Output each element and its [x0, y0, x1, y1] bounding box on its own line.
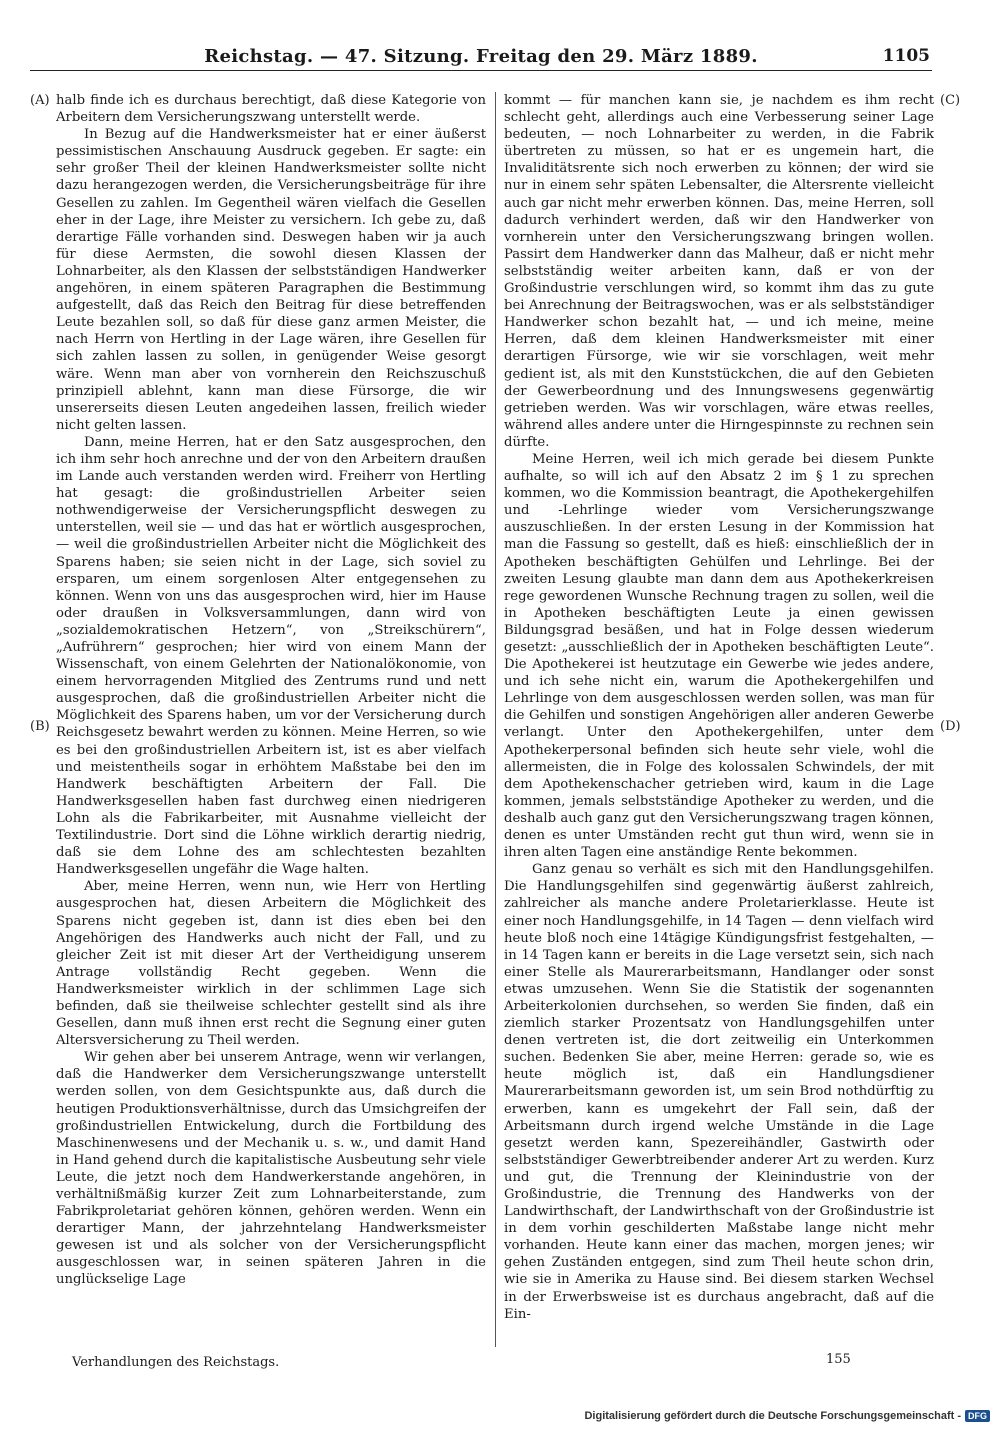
paragraph: kommt — für manchen kann sie, je nachdem es ihm recht schlecht geht, allerdings auch eine Verbesserung seiner Lage bedeuten, — noch Lohnarbeiter zu werden, in die Fabrik übertreten zu müssen, so hat er es ungemein hart, die Invaliditätsrente sich noch erwerben zu können; der wird sie nur in einem sehr späten Lebensalter, die Altersrente vielleicht auch gar nicht mehr erwerben können. Das, meine Herren, soll dadurch verhindert werden, daß wir den Handwerker von vornherein unter den Versicherungszwang bringen wollen. Passirt dem Handwerker dann das Malheur, daß er nicht mehr selbstständig weiter arbeiten kann, daß er von der Großindustrie verschlungen wird, so kommt ihm das zu gute bei Anrechnung der Beitragswochen, was er als selbstständiger Handwerker schon bezahlt hat, — und ich meine, meine Herren, daß dem kleinen Handwerksmeister mit einer derartigen Fürsorge, wie wir sie vorschlagen, weit mehr gedient ist, als mit den Kunststückchen, die auf den Gebieten der Gewerbeordnung und des Innungswesens gegenwärtig getrieben werden. Was wir vorschlagen, wäre etwas reelles, während alles andere unter die Hirngespinnste zu rechnen sein dürfte. [504, 93, 934, 450]
margin-marker-c: (C) [940, 93, 961, 108]
sheet-signature: 155 [826, 1352, 851, 1367]
margin-marker-d: (D) [940, 719, 961, 734]
paragraph: Ganz genau so verhält es sich mit den Handlungsgehilfen. Die Handlungsgehilfen sind gegenwärtig äußerst zahlreich, zahlreicher als manche andere Proletarierklasse. Heute ist einer noch Handlungsgehilfe, in 14 Tagen — denn vielfach wird heute bloß noch eine 14tägige Kündigungsfrist festgehalten, — in 14 Tagen kann er bereits in die Lage versetzt sein, sich nach einer Stelle als Maurerarbeitsmann, Handlanger oder sonst etwas umzusehen. Wenn Sie die Statistik der sogenannten Arbeiterkolonien durchsehen, so werden Sie finden, daß ein ziemlich starker Prozentsatz von Handlungsgehilfen unter denen vertreten ist, die dort zeitweilig ein Unterkommen suchen. Bedenken Sie aber, meine Herren: gerade so, wie es heute möglich ist, daß ein Handlungsdiener Maurerarbeitsmann geworden ist, um sein Brod nothdürftig zu erwerben, kann es umgekehrt der Fall sein, daß der Arbeitsmann durch irgend welche Umstände in die Lage gesetzt werden kann, Spezereihändler, Gastwirth oder selbstständiger Gewerbtreibender anderer Art zu werden. Kurz und gut, die Trennung der Kleinindustrie von der Großindustrie, die Trennung des Handwerks von der Landwirthschaft, der Landwirthschaft von der Großindustrie ist in dem vorhin geschilderten Maßstabe lange nicht mehr vorhanden. Heute kann einer das machen, morgen jenes; wir gehen Zuständen entgegen, sind zum Theil heute schon drin, wie sie in Amerika zu Hause sind. Bei diesem starken Wechsel in der Erwerbsweise ist es durchaus angebracht, daß auf die Ein- [504, 862, 934, 1322]
column-divider [495, 92, 496, 1347]
paragraph: Meine Herren, weil ich mich gerade bei diesem Punkte aufhalte, so will ich auf den Absatz 2 im § 1 zu sprechen kommen, wo die Kommission beantragt, die Apothekergehilfen und -Lehrlinge wieder vom Versicherungszwange auszuschließen. In der ersten Lesung in der Kommission hat man die Fassung so gestellt, daß es hieß: einschließlich der in Apotheken beschäftigten Gehülfen und Lehrlinge. Bei der zweiten Lesung glaubte man dann dem aus Apothekerkreisen rege gewordenen Wunsche Rechnung tragen zu sollen, weil die in Apotheken beschäftigten Leute ja einen gewissen Bildungsgrad besäßen, und hat in Folge dessen wiederum gesetzt: „ausschließlich der in Apotheken beschäftigten Leute“. Die Apothekerei ist heutzutage ein Gewerbe wie jedes andere, und ich sehe nicht ein, warum die Apothekergehilfen und Lehrlinge von dem ausgeschlossen werden sollen, was man für die Gehilfen und sonstigen Angehörigen aller anderen Gewerbe verlangt. Unter den Apothekergehilfen, unter dem Apothekerpersonal befinden sich heute sehr viele, wohl die allermeisten, die in Folge des kolossalen Schwindels, der mit dem Apothekenschacher getrieben wird, kaum in die Lage kommen, jemals selbstständige Apotheker zu werden, und die deshalb auch ganz gut den Versicherungszwang tragen können, denen es unter Umständen recht gut thun wird, wenn sie in ihren alten Tagen eine anständige Rente bekommen. [504, 451, 934, 861]
margin-marker-b: (B) [30, 719, 50, 734]
margin-marker-a: (A) [30, 93, 50, 108]
digitization-text: Digitalisierung gefördert durch die Deutsche Forschungsgemeinschaft - [584, 1410, 961, 1422]
left-column [56, 92, 486, 1347]
paragraph: halb finde ich es durchaus berechtigt, daß diese Kategorie von Arbeitern dem Versicherungszwang unterstellt werde. [56, 93, 486, 126]
paragraph: In Bezug auf die Handwerksmeister hat er einer äußerst pessimistischen Anschauung Ausdruck gegeben. Er sagte: ein sehr großer Theil der kleinen Handwerksmeister sollte nicht dazu herangezogen werden, die Versicherungsbeiträge für ihre Gesellen zu zahlen. Im Gegentheil wären vielfach die Gesellen eher in der Lage, ihre Meister zu versichern. Ich gebe zu, daß derartige Fälle vorhanden sind. Deswegen haben wir ja auch für diese Aermsten, die sowohl diesen Klassen der Lohnarbeiter, als den Klassen der selbstständigen Handwerker angehören, in einem späteren Paragraphen die Bestimmung aufgestellt, daß das Reich den Beitrag für diese betreffenden Leute bezahlen soll, so daß für diese ganz armen Meister, die nach Herrn von Hertling in der Lage wären, ihre Gesellen für sich zahlen lassen zu sollen, in genügender Weise gesorgt wäre. Wenn man aber von vornherein den Reichszuschuß prinzipiell ablehnt, kann man diese Fürsorge, die wir unsererseits diesen Leuten angedeihen lassen, freilich wieder nicht gelten lassen. [56, 127, 486, 433]
right-column [504, 92, 934, 1347]
dfg-logo-icon: DFG [965, 1410, 990, 1422]
header-title: Reichstag. — 47. Sitzung. Freitag den 29. März 1889. [204, 46, 758, 67]
footer-source: Verhandlungen des Reichstags. [72, 1355, 280, 1370]
paragraph: Dann, meine Herren, hat er den Satz ausgesprochen, den ich ihm sehr hoch anrechne und der von den Arbeitern draußen im Lande auch verstanden werden wird. Freiherr von Hertling hat gesagt: die großindustriellen Arbeiter seien nothwendigerweise der Versicherungspflicht deswegen zu unterstellen, weil sie — und das hat er wörtlich ausgesprochen, — weil die großindustriellen Arbeiter nicht die Möglichkeit des Sparens haben; sie seien nicht in der Lage, sich soviel zu ersparen, um einem sorgenlosen Alter entgegensehen zu können. Wenn von uns das ausgesprochen wird, hier im Hause oder draußen in Volksversammlungen, dann wird von „sozialdemokratischen Hetzern“, von „Streikschürern“, „Aufrührern“ gesprochen; hier wird von einem Mann der Wissenschaft, von einem Gelehrten der Nationalökonomie, von einem hervorragenden Mitglied des Zentrums rund und nett ausgesprochen, daß die großindustriellen Arbeiter nicht die Möglichkeit des Sparens haben, um vor der Versicherung durch Reichsgesetz bewahrt werden zu können. Meine Herren, so wie es bei den großindustriellen Arbeitern ist, ist es aber vielfach und meistentheils sogar in erhöhtem Maßstabe bei den im Handwerk beschäftigten Arbeitern der Fall. Die Handwerksgesellen haben fast durchweg einen niedrigeren Lohn als die Fabrikarbeiter, mit Ausnahme vielleicht der Textilindustrie. Dort sind die Löhne wirklich derartig niedrig, daß sie dem Lohne des am schlechtesten bezahlten Handwerksgesellen ungefähr die Wage halten. [56, 434, 486, 878]
paragraph: Wir gehen aber bei unserem Antrage, wenn wir verlangen, daß die Handwerker dem Versicherungszwange unterstellt werden sollen, von dem Gesichtspunkte aus, daß durch die heutigen Produktionsverhältnisse, durch das Umsichgreifen der großindustriellen Entwickelung, durch die Fortbildung des Maschinenwesens und der Mechanik u. s. w., und damit Hand in Hand gehend durch die kapitalistische Ausbeutung sehr viele Leute, die jetzt noch dem Handwerkerstande angehören, in verhältnißmäßig kurzer Zeit zum Lohnarbeiterstande, zum Fabrikproletariat gehören können, gehören werden. Wenn ein derartiger Mann, der jahrzehntelang Handwerksmeister gewesen ist und als solcher von der Versicherungspflicht ausgeschlossen war, in seinen späteren Jahren in die unglückselige Lage [56, 1050, 486, 1288]
paragraph: Aber, meine Herren, wenn nun, wie Herr von Hertling ausgesprochen hat, diesen Arbeitern die Möglichkeit des Sparens nicht gegeben ist, dann ist dies eben bei den Angehörigen des Handwerks auch nicht der Fall, und zu gleicher Zeit ist mit dieser Art der Vertheidigung unserem Antrage vollständig Recht gegeben. Wenn die Handwerksmeister wirklich in der schlimmen Lage sich befinden, daß sie theilweise schlechter gestellt sind als ihre Gesellen, dann muß ihnen erst recht die Segnung einer guten Altersversicherung zu Theil werden. [56, 879, 486, 1049]
digitization-note [584, 1410, 990, 1422]
page-number: 1105 [882, 46, 930, 66]
page-header [30, 44, 932, 71]
